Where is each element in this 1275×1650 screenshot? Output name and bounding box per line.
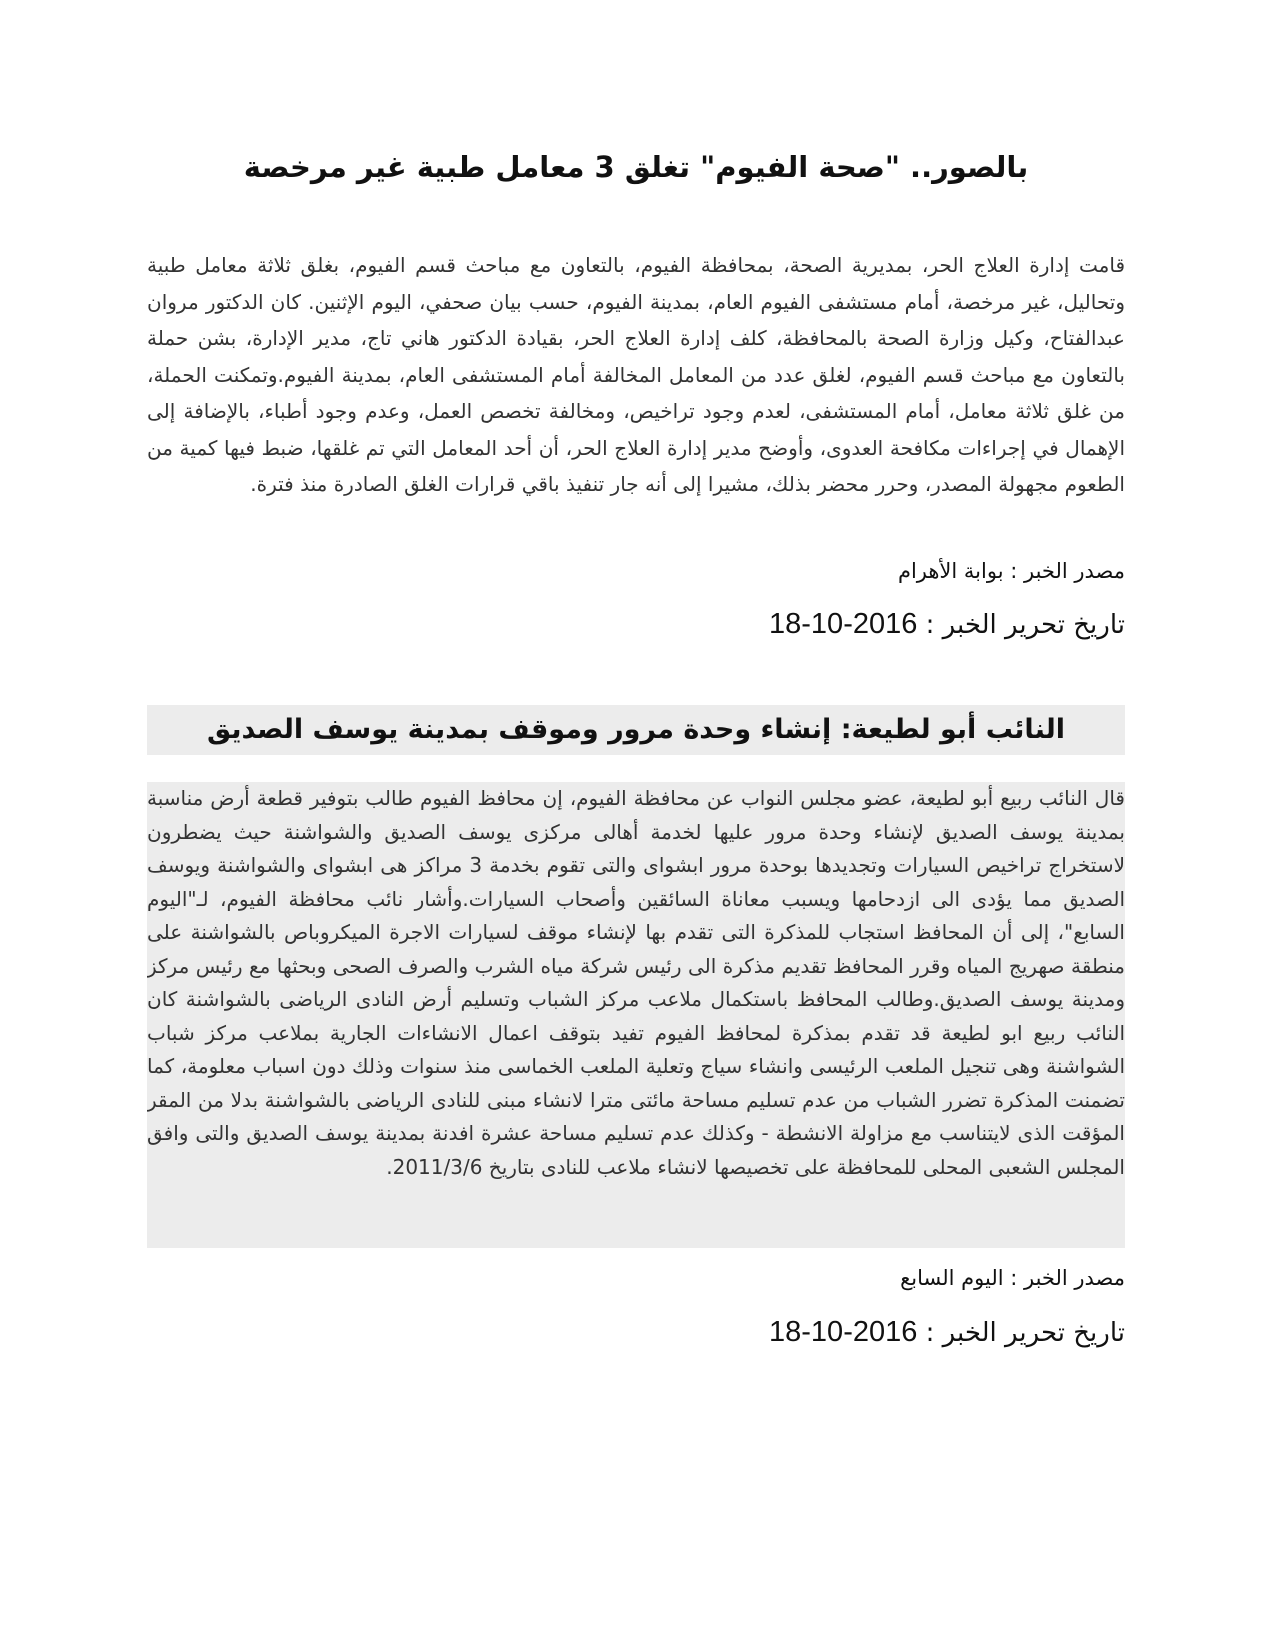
article-1-body: قامت إدارة العلاج الحر، بمديرية الصحة، بمحافظة الفيوم، بالتعاون مع مباحث قسم الفيوم، بغلق ثلاثة معامل طبية وتحاليل، غير مرخصة، أمام مستشفى الفيوم العام، بمدينة الفيوم، حسب بيان صحفي، اليوم الإثنين. كان الدكتور مروان عبدالفتاح، وكيل وزارة الصحة بالمحافظة، كلف إدارة العلاج الحر، بقيادة الدكتور هاني تاج، مدير الإدارة، بشن حملة بالتعاون مع مباحث قسم الفيوم، لغلق عدد من المعامل المخالفة أمام المستشفى العام، بمدينة الفيوم.وتمكنت الحملة، من غلق ثلاثة معامل، أمام المستشفى، لعدم وجود تراخيص، ومخالفة تخصص العمل، وعدم وجود أطباء، بالإضافة إلى الإهمال في إجراءات مكافحة العدوى، وأوضح مدير إدارة العلاج الحر، أن أحد المعامل التي تم غلقها، ضبط فيها كمية من الطعوم مجهولة المصدر، وحرر محضر بذلك، مشيرا إلى أنه جار تنفيذ باقي قرارات الغلق الصادرة منذ فترة. <box>147 253 1125 496</box>
article-1-date: 2016-10-18 <box>768 608 918 640</box>
article-2-body: قال النائب ربيع أبو لطيعة، عضو مجلس النواب عن محافظة الفيوم، إن محافظ الفيوم طالب بتوفير قطعة أرض مناسبة بمدينة يوسف الصديق لإنشاء وحدة مرور عليها لخدمة أهالى مركزى يوسف الصديق والشواشنة حيث يضطرون لاستخراج تراخيص السيارات وتجديدها بوحدة مرور ابشواى والتى تقوم بخدمة 3 مراكز هى ابشواى والشواشنة ويوسف الصديق مما يؤدى الى ازدحامها ويسبب معاناة السائقين وأصحاب السيارات.وأشار نائب محافظة الفيوم، لـ"اليوم السابع"، إلى أن المحافظ استجاب للمذكرة التى تقدم بها لإنشاء موقف لسيارات الاجرة الميكروباص بالشواشنة على منطقة صهريج المياه وقرر المحافظ تقديم مذكرة الى رئيس شركة مياه الشرب والصرف الصحى وبحثها مع رئيس مركز ومدينة يوسف الصديق.وطالب المحافظ باستكمال ملاعب مركز الشباب وتسليم أرض النادى الرياضى بالشواشنة كان النائب ربيع ابو لطيعة قد تقدم بمذكرة لمحافظ الفيوم تفيد بتوقف اعمال الانشاءات الجارية بملاعب مركز شباب الشواشنة وهى تنجيل الملعب الرئيسى وانشاء سياج وتعلية الملعب الخماسى منذ سنوات وذلك دون اسباب معلومة، كما تضمنت المذكرة تضرر الشباب من عدم تسليم مساحة مائتى مترا لانشاء مبنى للنادى الرياضى بالشواشنة بدلا من المقر المؤقت الذى لايتناسب مع مزاولة الانشطة - وكذلك عدم تسليم مساحة عشرة افدنة بمدينة يوسف الصديق والتى وافق المجلس الشعبى المحلى للمحافظة على تخصيصها لانشاء ملاعب للنادى بتاريخ 2011/3/6. <box>147 782 1125 1248</box>
article-1-date-label: تاريخ تحرير الخبر : <box>917 610 1125 640</box>
article-2-source: اليوم السابع <box>900 1266 1004 1290</box>
article-2-date: 2016-10-18 <box>768 1316 918 1348</box>
article-1-title: بالصور.. "صحة الفيوم" تغلق 3 معامل طبية غير مرخصة <box>243 150 1029 184</box>
article-2-date-label: تاريخ تحرير الخبر : <box>917 1318 1125 1348</box>
article-2-source-label: مصدر الخبر : <box>1003 1266 1125 1290</box>
article-2-date-line <box>147 1316 1125 1349</box>
article-1-date-line <box>147 608 1125 641</box>
article-1-source-line <box>147 555 1125 587</box>
article-1-source-label: مصدر الخبر : <box>1003 559 1125 583</box>
article-1-source: بوابة الأهرام <box>897 559 1004 583</box>
article-2-title: النائب أبو لطيعة: إنشاء وحدة مرور وموقف بمدينة يوسف الصديق <box>207 714 1065 745</box>
article-2-source-line <box>147 1262 1125 1294</box>
